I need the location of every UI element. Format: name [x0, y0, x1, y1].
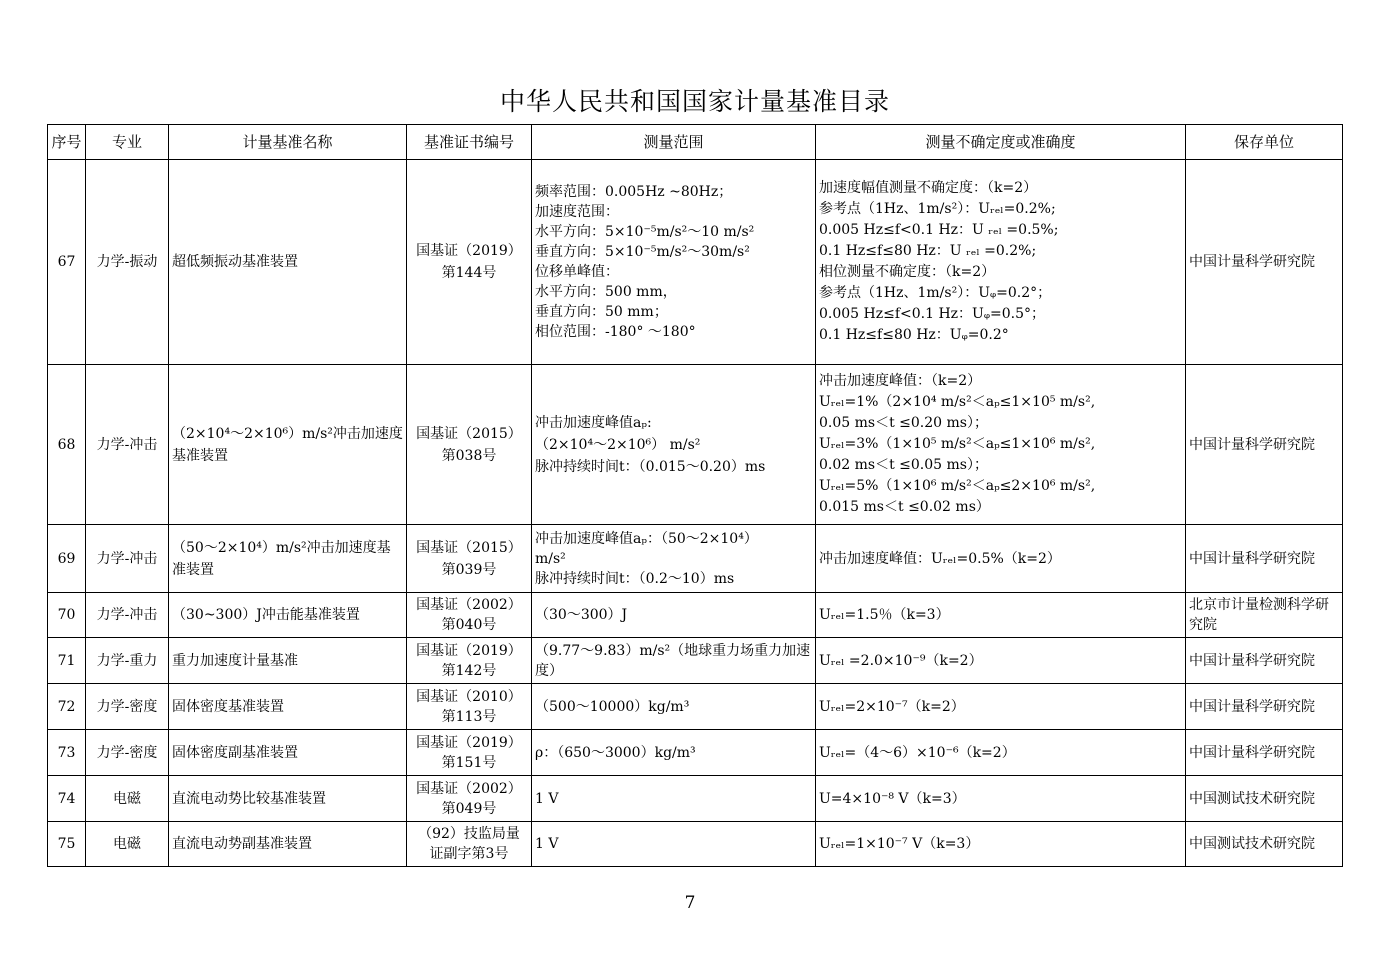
cell-uncertainty: Uᵣₑₗ=1×10⁻⁷ V（k=3）	[816, 822, 1186, 867]
cell-no: 74	[48, 776, 86, 822]
standards-table	[47, 124, 1343, 867]
cell-unit: 中国计量科学研究院	[1186, 525, 1343, 593]
cell-no: 70	[48, 593, 86, 638]
cell-field: 力学-振动	[86, 160, 169, 365]
cell-range: （9.77～9.83）m/s²（地球重力场重力加速度）	[532, 638, 816, 684]
cell-name: （50～2×10⁴）m/s²冲击加速度基准装置	[169, 525, 407, 593]
cell-unit: 中国计量科学研究院	[1186, 160, 1343, 365]
cell-uncertainty: U=4×10⁻⁸ V（k=3）	[816, 776, 1186, 822]
cell-field: 电磁	[86, 776, 169, 822]
cell-range: 频率范围：0.005Hz ~80Hz； 加速度范围： 水平方向：5×10⁻⁵m/s²～10 m/s² 垂直方向：5×10⁻⁵m/s²～30m/s² 位移单峰值： 水平方向：500 mm， 垂直方向：50 mm； 相位范围：-180° ～180°	[532, 160, 816, 365]
cell-no: 72	[48, 684, 86, 730]
cell-name: 固体密度副基准装置	[169, 730, 407, 776]
cell-range: 冲击加速度峰值aₚ：（50～2×10⁴） m/s² 脉冲持续时间t：（0.2～10）ms	[532, 525, 816, 593]
table-row	[48, 593, 1343, 638]
cell-name: 直流电动势比较基准装置	[169, 776, 407, 822]
column-header-uncertainty: 测量不确定度或准确度	[816, 125, 1186, 160]
column-header-field: 专业	[86, 125, 169, 160]
cell-uncertainty: 加速度幅值测量不确定度：（k=2） 参考点（1Hz、1m/s²）：Uᵣₑₗ=0.2%; 0.005 Hz≤f<0.1 Hz：U ᵣₑₗ =0.5%; 0.1 Hz≤f≤80 Hz：U ᵣₑₗ =0.2%; 相位测量不确定度：（k=2） 参考点（1Hz、1m/s²）：Uᵩ=0.2°； 0.005 Hz≤f<0.1 Hz：Uᵩ=0.5°； 0.1 Hz≤f≤80 Hz：Uᵩ=0.2°	[816, 160, 1186, 365]
cell-name: 直流电动势副基准装置	[169, 822, 407, 867]
cell-no: 68	[48, 365, 86, 525]
table-row	[48, 525, 1343, 593]
cell-unit: 中国计量科学研究院	[1186, 638, 1343, 684]
table-row	[48, 822, 1343, 867]
cell-no: 75	[48, 822, 86, 867]
cell-unit: 中国计量科学研究院	[1186, 365, 1343, 525]
cell-unit: 中国测试技术研究院	[1186, 776, 1343, 822]
cell-name: （30~300）J冲击能基准装置	[169, 593, 407, 638]
cell-field: 力学-冲击	[86, 365, 169, 525]
page-title: 中华人民共和国国家计量基准目录	[499, 87, 890, 116]
cell-cert: （92）技监局量 证副字第3号	[407, 822, 532, 867]
table-row	[48, 160, 1343, 365]
table-row	[48, 638, 1343, 684]
cell-field: 力学-冲击	[86, 593, 169, 638]
cell-field: 力学-冲击	[86, 525, 169, 593]
cell-cert: 国基证（2015） 第038号	[407, 365, 532, 525]
cell-cert: 国基证（2015） 第039号	[407, 525, 532, 593]
column-header-cert: 基准证书编号	[407, 125, 532, 160]
cell-cert: 国基证（2019） 第144号	[407, 160, 532, 365]
cell-no: 73	[48, 730, 86, 776]
cell-name: （2×10⁴～2×10⁶）m/s²冲击加速度基准装置	[169, 365, 407, 525]
cell-no: 67	[48, 160, 86, 365]
cell-range: 1 V	[532, 822, 816, 867]
table-row	[48, 684, 1343, 730]
cell-field: 力学-重力	[86, 638, 169, 684]
cell-range: ρ：（650～3000）kg/m³	[532, 730, 816, 776]
cell-cert: 国基证（2010） 第113号	[407, 684, 532, 730]
cell-name: 固体密度基准装置	[169, 684, 407, 730]
cell-range: 1 V	[532, 776, 816, 822]
table-header-row	[48, 125, 1343, 160]
cell-uncertainty: 冲击加速度峰值：Uᵣₑₗ=0.5%（k=2）	[816, 525, 1186, 593]
table-row	[48, 776, 1343, 822]
cell-uncertainty: Uᵣₑₗ=2×10⁻⁷（k=2）	[816, 684, 1186, 730]
column-header-name: 计量基准名称	[169, 125, 407, 160]
column-header-range: 测量范围	[532, 125, 816, 160]
cell-no: 71	[48, 638, 86, 684]
cell-field: 力学-密度	[86, 684, 169, 730]
column-header-no: 序号	[48, 125, 86, 160]
cell-name: 重力加速度计量基准	[169, 638, 407, 684]
cell-cert: 国基证（2002） 第040号	[407, 593, 532, 638]
cell-uncertainty: Uᵣₑₗ=（4～6）×10⁻⁶（k=2）	[816, 730, 1186, 776]
cell-range: （30～300）J	[532, 593, 816, 638]
cell-uncertainty: Uᵣₑₗ=1.5％（k=3）	[816, 593, 1186, 638]
cell-unit: 中国计量科学研究院	[1186, 730, 1343, 776]
cell-uncertainty: 冲击加速度峰值：（k=2） Uᵣₑₗ=1%（2×10⁴ m/s²＜aₚ≤1×10⁵ m/s², 0.05 ms＜t ≤0.20 ms）； Uᵣₑₗ=3%（1×10⁵ m/s²＜aₚ≤1×10⁶ m/s², 0.02 ms＜t ≤0.05 ms）； Uᵣₑₗ=5%（1×10⁶ m/s²＜aₚ≤2×10⁶ m/s², 0.015 ms＜t ≤0.02 ms）	[816, 365, 1186, 525]
cell-cert: 国基证（2019） 第142号	[407, 638, 532, 684]
cell-unit: 北京市计量检测科学研究院	[1186, 593, 1343, 638]
column-header-unit: 保存单位	[1186, 125, 1343, 160]
table-row	[48, 365, 1343, 525]
cell-cert: 国基证（2002） 第049号	[407, 776, 532, 822]
cell-range: 冲击加速度峰值aₚ: （2×10⁴～2×10⁶） m/s² 脉冲持续时间t：（0.015～0.20）ms	[532, 365, 816, 525]
cell-field: 力学-密度	[86, 730, 169, 776]
cell-field: 电磁	[86, 822, 169, 867]
cell-uncertainty: Uᵣₑₗ =2.0×10⁻⁹（k=2）	[816, 638, 1186, 684]
cell-unit: 中国计量科学研究院	[1186, 684, 1343, 730]
cell-unit: 中国测试技术研究院	[1186, 822, 1343, 867]
cell-no: 69	[48, 525, 86, 593]
cell-name: 超低频振动基准装置	[169, 160, 407, 365]
cell-cert: 国基证（2019） 第151号	[407, 730, 532, 776]
page-number: 7	[684, 893, 696, 913]
table-row	[48, 730, 1343, 776]
cell-range: （500～10000）kg/m³	[532, 684, 816, 730]
